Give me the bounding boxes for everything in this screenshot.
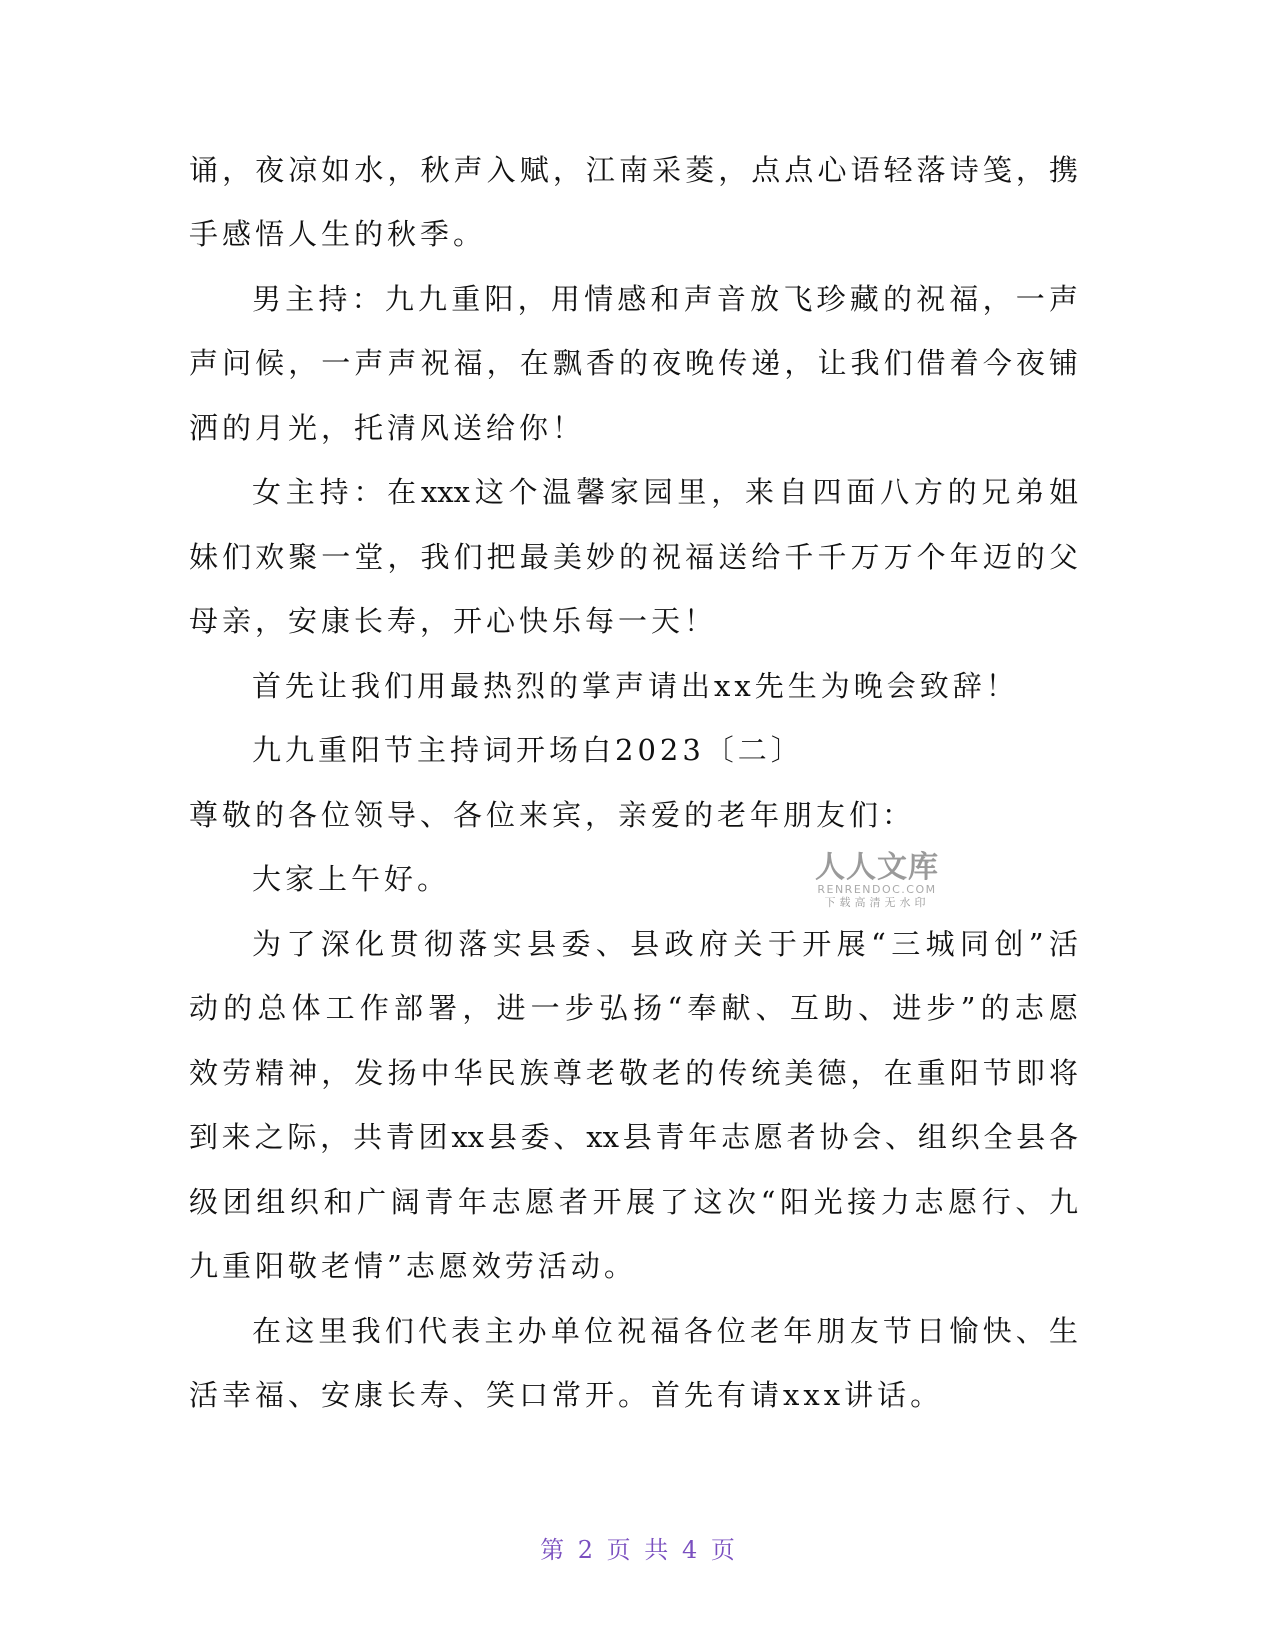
- watermark-domain: RENRENDOC.COM: [817, 883, 937, 896]
- text-line: 尊敬的各位领导、各位来宾，亲爱的老年朋友们：: [189, 798, 916, 832]
- text-line: 在这里我们代表主办单位祝福各位老年朋友节日愉快、生: [252, 1314, 1078, 1348]
- text-line: 女主持：在xxx这个温馨家园里，来自四面八方的兄弟姐: [252, 475, 1078, 509]
- text-line: 效劳精神，发扬中华民族尊老敬老的传统美德，在重阳节即将: [189, 1056, 1078, 1090]
- text-line: 声问候，一声声祝福，在飘香的夜晚传递，让我们借着今夜铺: [189, 346, 1078, 380]
- text-line: 级团组织和广阔青年志愿者开展了这次“阳光接力志愿行、九: [189, 1185, 1078, 1219]
- text-line: 九重阳敬老情”志愿效劳活动。: [189, 1249, 637, 1283]
- text-line: 妹们欢聚一堂，我们把最美妙的祝福送给千千万万个年迈的父: [189, 540, 1078, 574]
- text-line: 首先让我们用最热烈的掌声请出xx先生为晚会致辞！: [252, 669, 1019, 703]
- text-line: 为了深化贯彻落实县委、县政府关于开展“三城同创”活: [252, 927, 1078, 961]
- text-line: 活幸福、安康长寿、笑口常开。首先有请xxx讲话。: [189, 1378, 944, 1412]
- text-line: 到来之际，共青团xx县委、xx县青年志愿者协会、组织全县各: [189, 1120, 1078, 1154]
- text-line: 手感悟人生的秋季。: [189, 217, 487, 251]
- text-line: 母亲，安康长寿，开心快乐每一天！: [189, 604, 718, 638]
- watermark-logo: [815, 852, 939, 910]
- text-line: 洒的月光，托清风送给你！: [189, 411, 586, 445]
- section-heading: 九九重阳节主持词开场白2023〔二〕: [252, 733, 804, 767]
- page-number-footer: 第 2 页 共 4 页: [540, 1536, 735, 1564]
- text-line: 动的总体工作部署，进一步弘扬“奉献、互助、进步”的志愿: [189, 991, 1078, 1025]
- text-line: 男主持：九九重阳，用情感和声音放飞珍藏的祝福，一声: [252, 282, 1078, 316]
- text-line: 大家上午好。: [252, 862, 451, 896]
- text-line: 诵，夜凉如水，秋声入赋，江南采菱，点点心语轻落诗笺，携: [189, 153, 1078, 187]
- watermark-tagline: 下载高清无水印: [824, 896, 930, 909]
- watermark-title: 人人文库: [815, 850, 939, 885]
